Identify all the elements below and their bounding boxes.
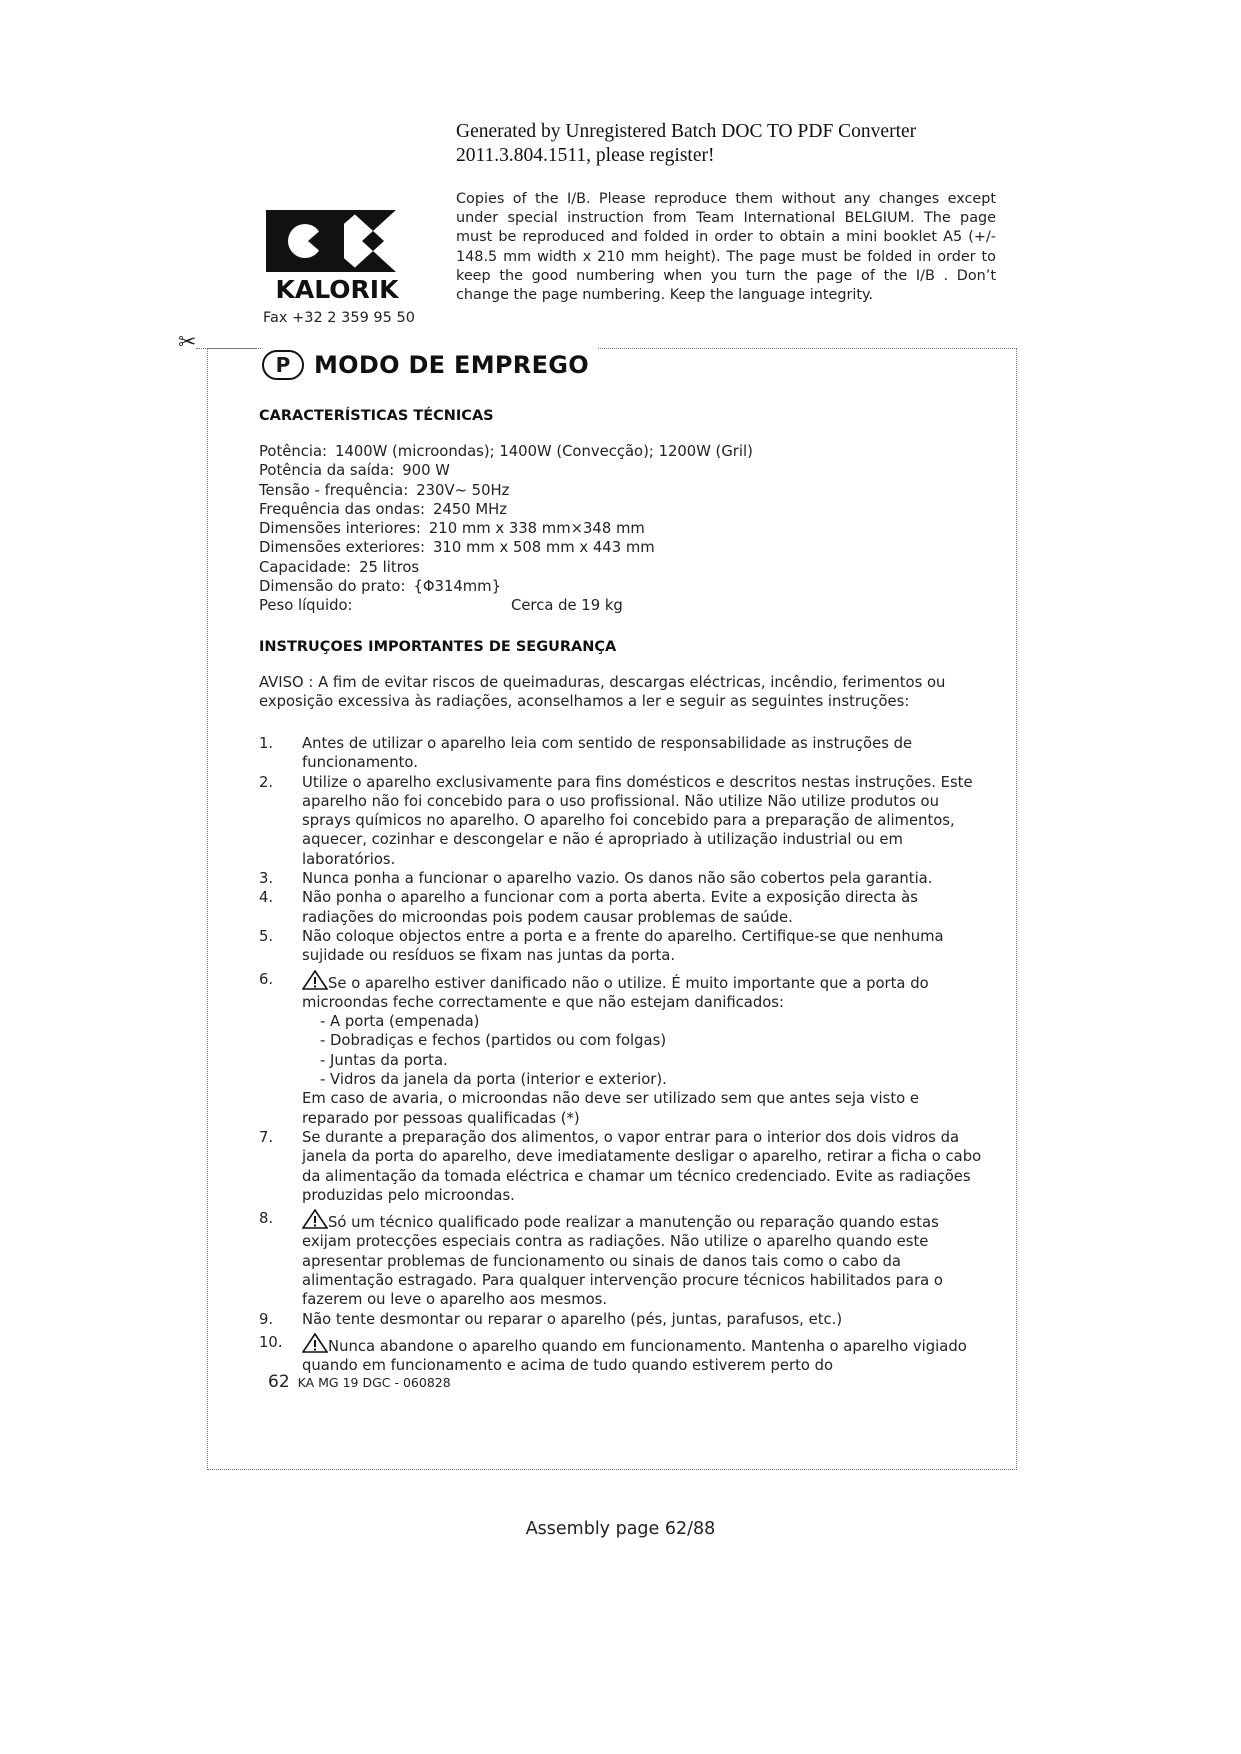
page-footer [268, 1372, 451, 1392]
sub-item: - Juntas da porta. [320, 1051, 448, 1069]
list-item [259, 970, 989, 1128]
kalorik-logo [262, 208, 412, 304]
spec-label: Frequência das ondas: [259, 500, 426, 518]
page-number: 62 [268, 1372, 290, 1392]
list-item [259, 773, 989, 869]
converter-note: Generated by Unregistered Batch DOC TO PDF Converter 2011.3.804.1511, please register! [456, 121, 917, 166]
list-item [259, 869, 989, 888]
list-item [259, 927, 989, 966]
list-item [259, 1209, 989, 1309]
item-number: 3. [259, 870, 274, 888]
safety-instructions-list [259, 734, 989, 1376]
item-number: 9. [259, 1310, 274, 1328]
sub-item: - Vidros da janela da porta (interior e exterior). [320, 1071, 667, 1089]
spec-label: Dimensão do prato: [259, 578, 406, 596]
item-number: 2. [259, 773, 274, 791]
item-number: 8. [259, 1210, 274, 1228]
spec-row [259, 596, 819, 615]
warning-paragraph: AVISO : A fim de evitar riscos de queimaduras, descargas eléctricas, incêndio, ferimentos ou exposição excessiva às radiações, aconselhamos a ler e seguir as seguintes instruções: [259, 674, 946, 711]
spec-label: Capacidade: [259, 558, 352, 576]
item-number: 1. [259, 735, 274, 752]
sub-item: - A porta (empenada) [320, 1013, 480, 1031]
item-text: Se o aparelho estiver danificado não o utilize. É muito importante que a porta do microondas feche correctamente e que não estejam danificados: [302, 974, 929, 1011]
warning-triangle-icon [302, 970, 328, 990]
item-number: 10. [259, 1333, 283, 1351]
spec-label: Peso líquido: [259, 597, 353, 615]
language-badge: P [262, 350, 304, 380]
spec-value: 310 mm x 508 mm x 443 mm [433, 539, 655, 557]
spec-label: Dimensões interiores: [259, 520, 421, 538]
assembly-page-label: Assembly page 62/88 [525, 1519, 716, 1539]
list-item [259, 1333, 989, 1376]
safety-heading: INSTRUÇOES IMPORTANTES DE SEGURANÇA [259, 639, 617, 655]
spec-value: 2450 MHz [433, 500, 508, 518]
spec-value: 900 W [402, 462, 450, 480]
scissors-icon: ✂ [178, 330, 197, 355]
warning-triangle-icon [302, 1209, 328, 1229]
spec-value: Cerca de 19 kg [511, 597, 623, 615]
brand-name: KALORIK [275, 275, 399, 304]
item-text: Não coloque objectos entre a porta e a frente do aparelho. Certifique-se que nenhuma sujidade ou resíduos se fixam nas juntas da porta. [302, 927, 944, 965]
document-code: KA MG 19 DGC - 060828 [297, 1375, 451, 1390]
copies-instruction-note: Copies of the I/B. Please reproduce them without any changes except under special instruction from Team International BELGIUM. The page must be reproduced and folded in order to obtain a mini booklet A5 (+/- 148.5 mm width x 210 mm height). The page must be folded in order to keep the good numbering when you turn the page of the I/B . Don’t change the page numbering. Keep the language integrity. [456, 191, 996, 304]
fax-number: Fax +32 2 359 95 50 [263, 310, 415, 326]
spec-value: 230V~ 50Hz [416, 481, 510, 499]
sub-item: - Dobradiças e fechos (partidos ou com folgas) [320, 1032, 667, 1050]
cut-line [196, 348, 256, 349]
list-item [259, 734, 989, 773]
spec-row [259, 519, 819, 538]
item-number: 7. [259, 1128, 274, 1146]
item-text: Só um técnico qualificado pode realizar a manutenção ou reparação quando estas exijam protecções especiais contra as radiações. Não utilize o aparelho quando este apresentar problemas de funcionamento ou sinais de danos tais como o cabo da alimentação estragado. Para qualquer intervenção procure técnicos habilitados para o fazerem ou leve o aparelho aos mesmos. [302, 1214, 943, 1309]
spec-value: {Φ314mm} [413, 578, 502, 596]
spec-label: Dimensões exteriores: [259, 539, 425, 557]
list-item [259, 1128, 989, 1205]
spec-row [259, 500, 819, 519]
item-followup-text: Em caso de avaria, o microondas não deve ser utilizado sem que antes seja visto e reparado por pessoas qualificadas (*) [302, 1090, 919, 1127]
item-number: 5. [259, 927, 274, 945]
section-header [262, 346, 597, 384]
spec-label: Tensão - frequência: [259, 481, 409, 499]
specs-list [259, 442, 819, 616]
list-item [259, 888, 989, 927]
item-text: Não tente desmontar ou reparar o aparelho (pés, juntas, parafusos, etc.) [302, 1310, 843, 1328]
item-text: Nunca abandone o aparelho quando em funcionamento. Mantenha o aparelho vigiado quando em funcionamento e acima de tudo quando estiverem perto do [302, 1337, 967, 1375]
spec-value: 25 litros [359, 558, 420, 576]
spec-row [259, 461, 819, 480]
warning-triangle-icon [302, 1333, 328, 1353]
section-title: MODO DE EMPREGO [314, 351, 589, 379]
spec-value: 210 mm x 338 mm×348 mm [428, 520, 645, 538]
item-text: Utilize o aparelho exclusivamente para fins domésticos e descritos nestas instruções. Este aparelho não foi concebido para o uso profissional. Não utilize Não utilize produtos ou sprays químicos no aparelho. O aparelho foi concebido para a preparação de alimentos, aquecer, cozinhar e descongelar e não é apropriado à utilização industrial ou em laboratórios. [302, 773, 973, 868]
spec-row [259, 442, 819, 461]
item-text: Não ponha o aparelho a funcionar com a porta aberta. Evite a exposição directa às radiações do microondas pois podem causar problemas de saúde. [302, 889, 918, 926]
item-text: Antes de utilizar o aparelho leia com sentido de responsabilidade as instruções de funcionamento. [302, 735, 913, 772]
spec-row [259, 481, 819, 500]
spec-row [259, 577, 819, 596]
spec-label: Potência da saída: [259, 462, 395, 480]
spec-value: 1400W (microondas); 1400W (Convecção); 1200W (Gril) [335, 443, 753, 460]
spec-row [259, 538, 819, 557]
item-number: 4. [259, 889, 274, 907]
item-text: Se durante a preparação dos alimentos, o vapor entrar para o interior dos dois vidros da janela da porta do aparelho, deve imediatamente desligar o aparelho, retirar a ficha o cabo da alimentação da tomada eléctrica e chamar um técnico credenciado. Evite as radiações produzidas pelo microondas. [302, 1128, 982, 1204]
item-text: Nunca ponha a funcionar o aparelho vazio. Os danos não são cobertos pela garantia. [302, 870, 933, 888]
spec-label: Potência: [259, 443, 328, 460]
list-item [259, 1310, 989, 1329]
spec-row [259, 558, 819, 577]
item-number: 6. [259, 970, 274, 988]
specs-heading: CARACTERÍSTICAS TÉCNICAS [259, 408, 494, 424]
